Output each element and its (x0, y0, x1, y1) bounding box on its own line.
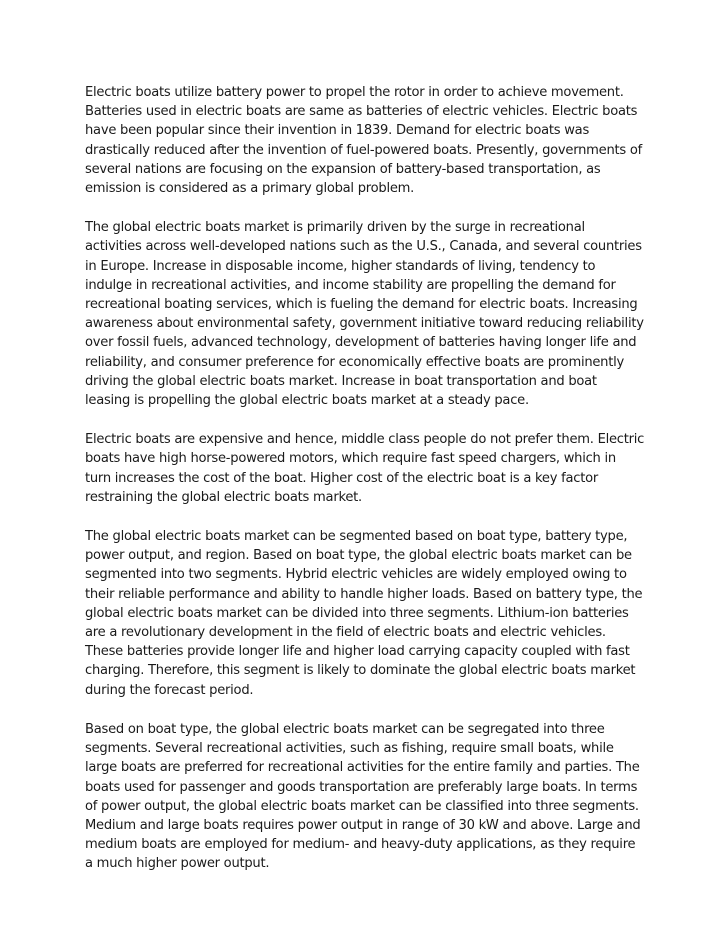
paragraph-restraints: Electric boats are expensive and hence, middle class people do not prefer them. Electric boats have high horse-powered motors, which require fast speed chargers, which in turn increases the cost of the boat. Higher cost of the electric boat is a key factor restraining the global electric boats market. (85, 432, 645, 505)
paragraph-intro: Electric boats utilize battery power to propel the rotor in order to achieve movement. Batteries used in electric boats are same as batteries of electric vehicles. Electric boats have been popular since their invention in 1839. Demand for electric boats was drastically reduced after the invention of fuel-powered boats. Presently, governments of several nations are focusing on the expansion of battery-based transportation, as emission is considered as a primary global problem. (85, 85, 642, 197)
paragraph-segmentation: The global electric boats market can be segmented based on boat type, battery type, power output, and region. Based on boat type, the global electric boats market can be segmented into two segments. Hybrid electric vehicles are widely employed owing to their reliable performance and ability to handle higher loads. Based on battery type, the global electric boats market can be divided into three segments. Lithium-ion batteries are a revolutionary development in the field of electric boats and electric vehicles. These batteries provide longer life and higher load carrying capacity coupled with fast charging. Therefore, this segment is likely to dominate the global electric boats market during the forecast period. (85, 529, 643, 698)
paragraph-boat-type: Based on boat type, the global electric boats market can be segregated into three segments. Several recreational activities, such as fishing, require small boats, while large boats are preferred for recreational activities for the entire family and parties. The boats used for passenger and goods transportation are preferably large boats. In terms of power output, the global electric boats market can be classified into three segments. Medium and large boats requires power output in range of 30 kW and above. Large and medium boats are employed for medium- and heavy-duty applications, as they require a much higher power output. (85, 721, 641, 872)
paragraph-market-drivers: The global electric boats market is primarily driven by the surge in recreational activities across well-developed nations such as the U.S., Canada, and several countries in Europe. Increase in disposable income, higher standards of living, tendency to indulge in recreational activities, and income stability are propelling the demand for recreational boating services, which is fueling the demand for electric boats. Increasing awareness about environmental safety, government initiative toward reducing reliability over fossil fuels, advanced technology, development of batteries having longer life and reliability, and consumer preference for economically effective boats are prominently driving the global electric boats market. Increase in boat transportation and boat leasing is propelling the global electric boats market at a steady pace. (85, 220, 644, 409)
document-page (85, 83, 645, 894)
